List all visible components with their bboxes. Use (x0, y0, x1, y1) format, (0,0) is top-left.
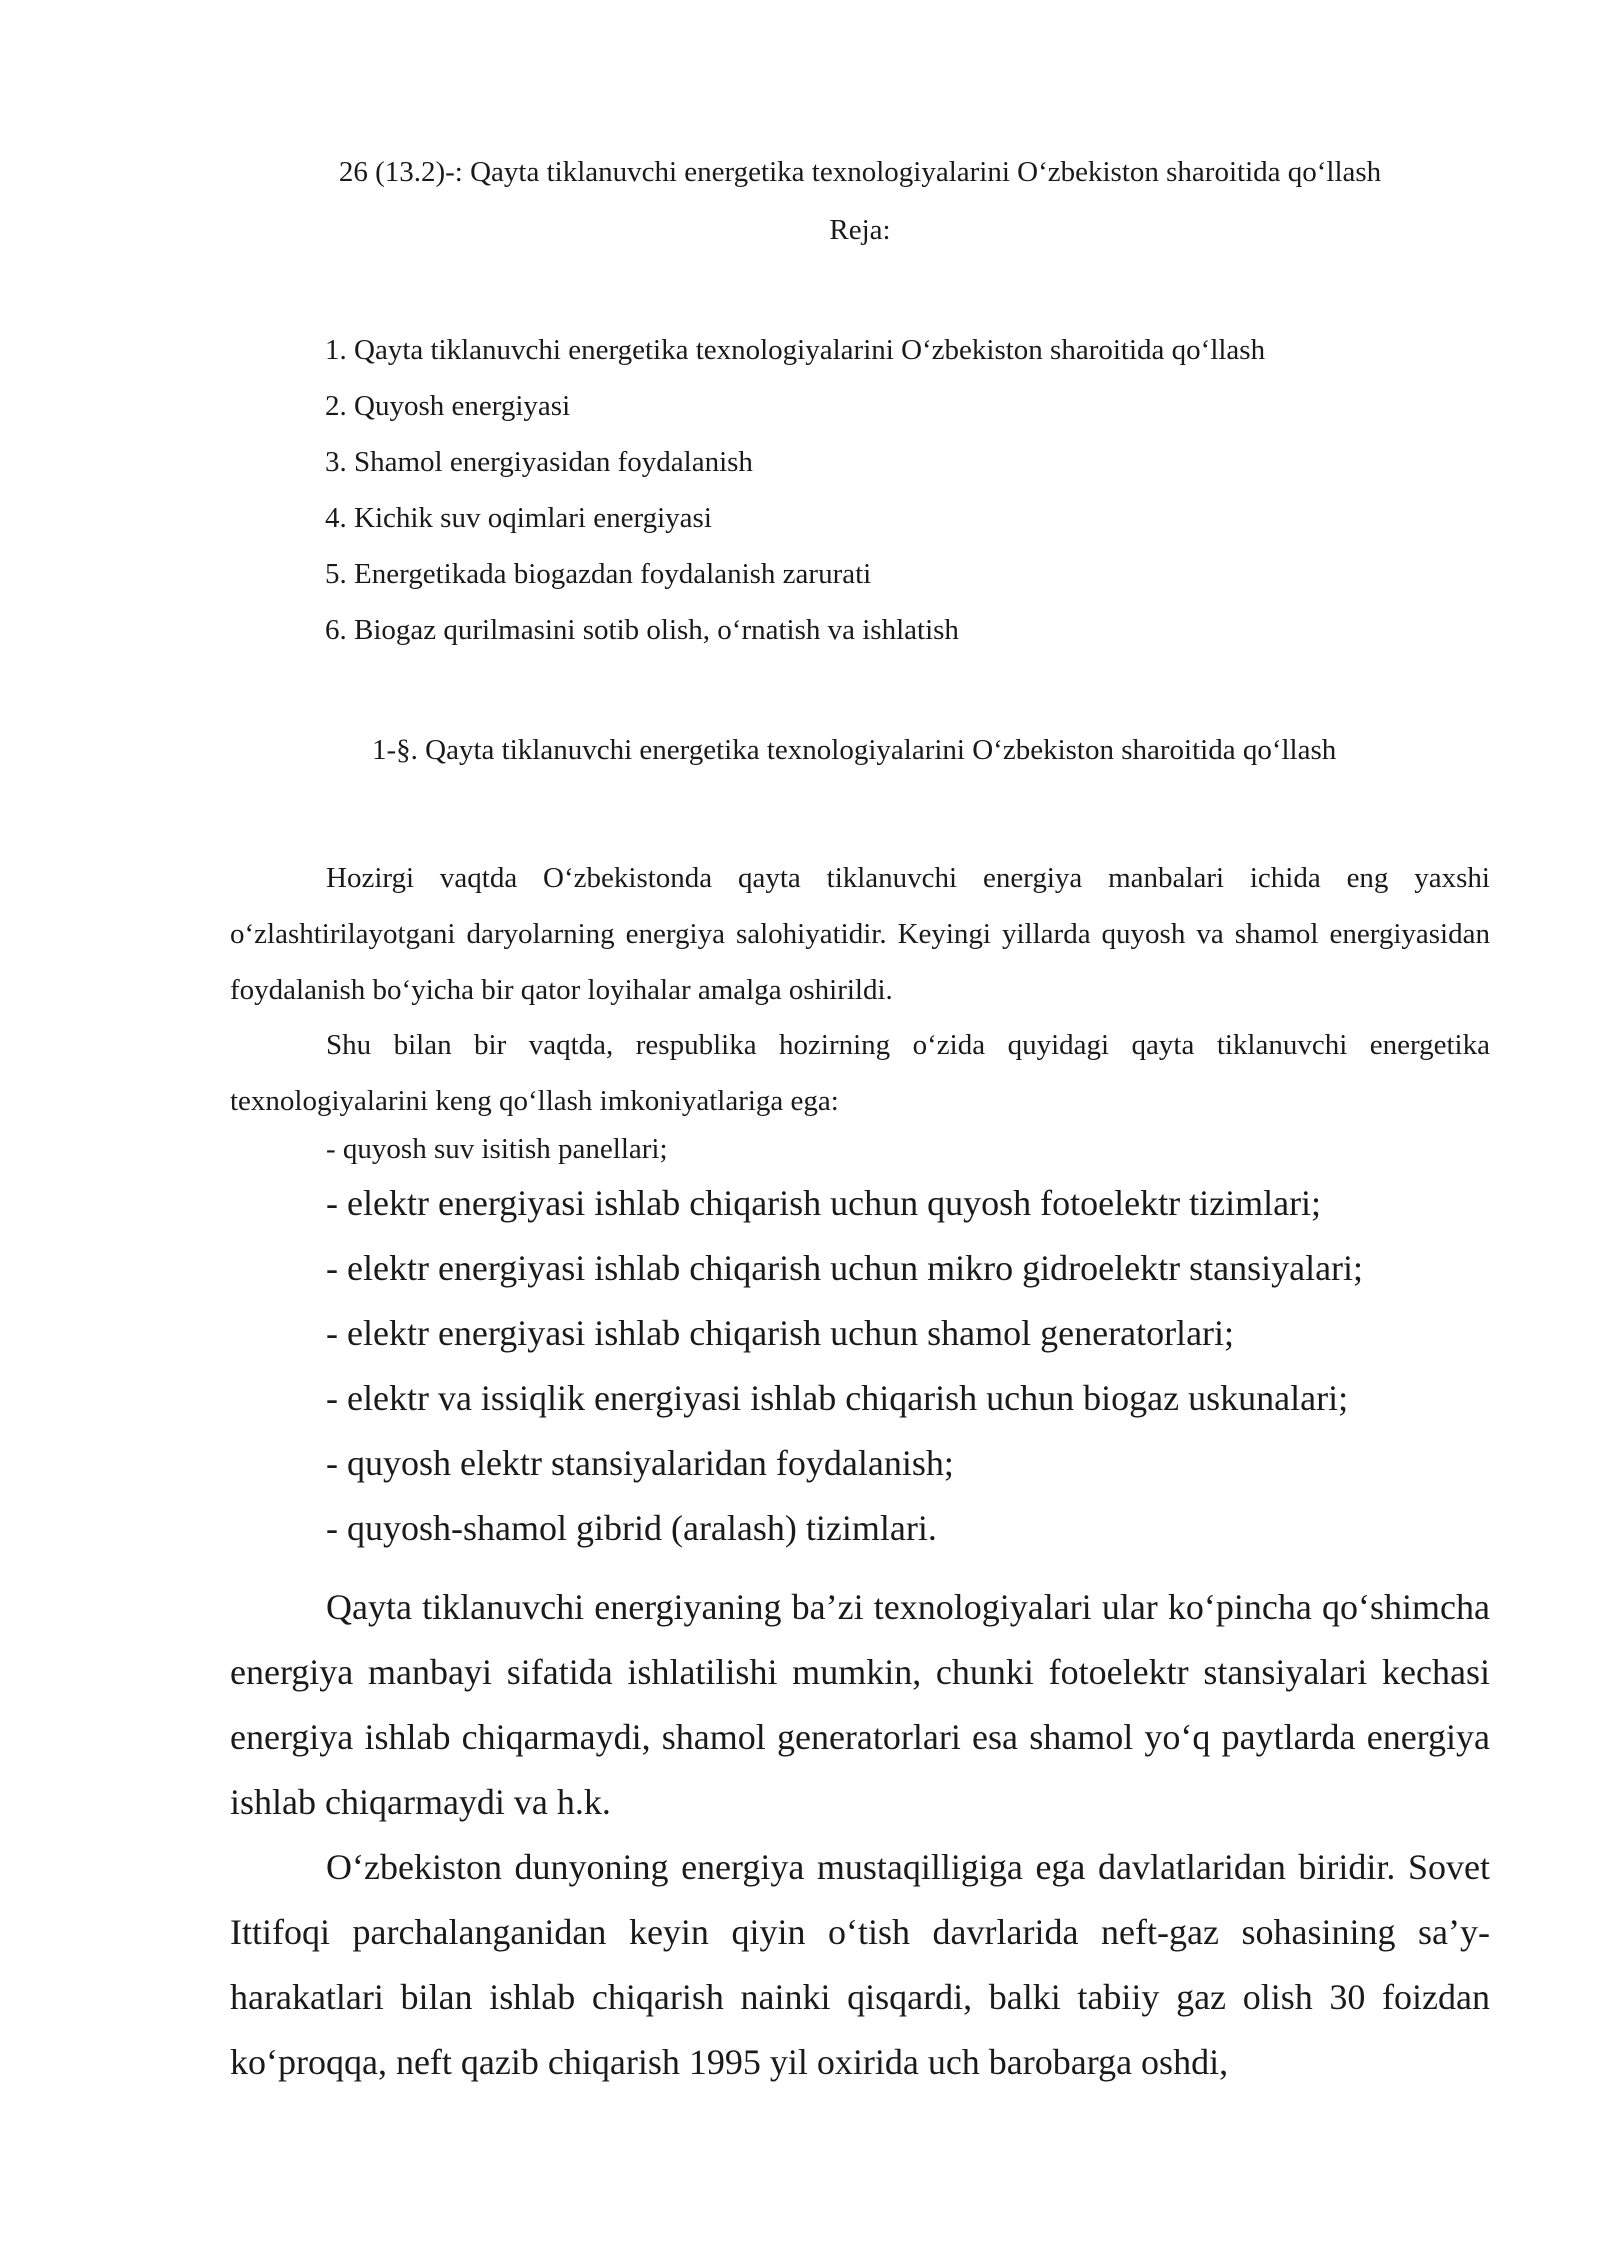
paragraph-3: Qayta tiklanuvchi energiyaning ba’zi texnologiyalari ular ko‘pincha qo‘shimcha energiya manbayi sifatida ishlatilishi mumkin, chunki fotoelektr stansiyalari kechasi energiya ishlab chiqarmaydi, shamol generatorlari esa shamol yo‘q paytlarda energiya ishlab chiqarmaydi va h.k. (230, 1587, 1490, 1822)
technology-list (326, 1178, 1363, 1568)
list-item: - elektr energiyasi ishlab chiqarish uchun shamol generatorlari; (326, 1313, 1235, 1353)
list-item: - elektr va issiqlik energiyasi ishlab chiqarish uchun biogaz uskunalari; (326, 1378, 1349, 1418)
list-item: - quyosh elektr stansiyalaridan foydalanish; (326, 1443, 954, 1483)
list-item: - elektr energiyasi ishlab chiqarish uchun quyosh fotoelektr tizimlari; (326, 1183, 1322, 1223)
paragraph-2: Shu bilan bir vaqtda, respublika hozirning o‘zida quyidagi qayta tiklanuvchi energetika texnologiyalarini keng qo‘llash imkoniyatlariga ega: (230, 1029, 1490, 1117)
plan-item: 2. Quyosh energiyasi (325, 390, 571, 422)
list-item: - elektr energiyasi ishlab chiqarish uchun mikro gidroelektr stansiyalari; (326, 1248, 1364, 1288)
list-item-first: - quyosh suv isitish panellari; (326, 1133, 668, 1165)
document-title: 26 (13.2)-: Qayta tiklanuvchi energetika texnologiyalarini O‘zbekiston sharoitida qo‘llash (338, 156, 1382, 188)
plan-item: 3. Shamol energiyasidan foydalanish (325, 446, 753, 478)
plan-item: 4. Kichik suv oqimlari energiyasi (325, 502, 712, 534)
plan-item: 6. Biogaz qurilmasini sotib olish, o‘rnatish va ishlatish (325, 614, 959, 646)
plan-heading: Reja: (829, 214, 891, 246)
section-heading: 1-§. Qayta tiklanuvchi energetika texnologiyalarini O‘zbekiston sharoitida qo‘llash (372, 734, 1337, 766)
plan-list (325, 330, 1265, 666)
paragraph-4: O‘zbekiston dunyoning energiya mustaqilligiga ega davlatlaridan biridir. Sovet Ittifoqi parchalanganidan keyin qiyin o‘tish davrlarida neft-gaz sohasining sa’y-harakatlari bilan ishlab chiqarish nainki qisqardi, balki tabiiy gaz olish 30 foizdan ko‘proqqa, neft qazib chiqarish 1995 yil oxirida uch barobarga oshdi, (230, 1847, 1490, 2082)
plan-item: 5. Energetikada biogazdan foydalanish zarurati (325, 558, 872, 590)
list-item: - quyosh-shamol gibrid (aralash) tizimlari. (326, 1508, 937, 1548)
paragraph-1: Hozirgi vaqtda O‘zbekistonda qayta tiklanuvchi energiya manbalari ichida eng yaxshi o‘zlashtirilayotgani daryolarning energiya salohiyatidir. Keyingi yillarda quyosh va shamol energiyasidan foydalanish bo‘yicha bir qator loyihalar amalga oshirildi. (230, 862, 1490, 1006)
plan-item: 1. Qayta tiklanuvchi energetika texnologiyalarini O‘zbekiston sharoitida qo‘llash (325, 334, 1266, 366)
